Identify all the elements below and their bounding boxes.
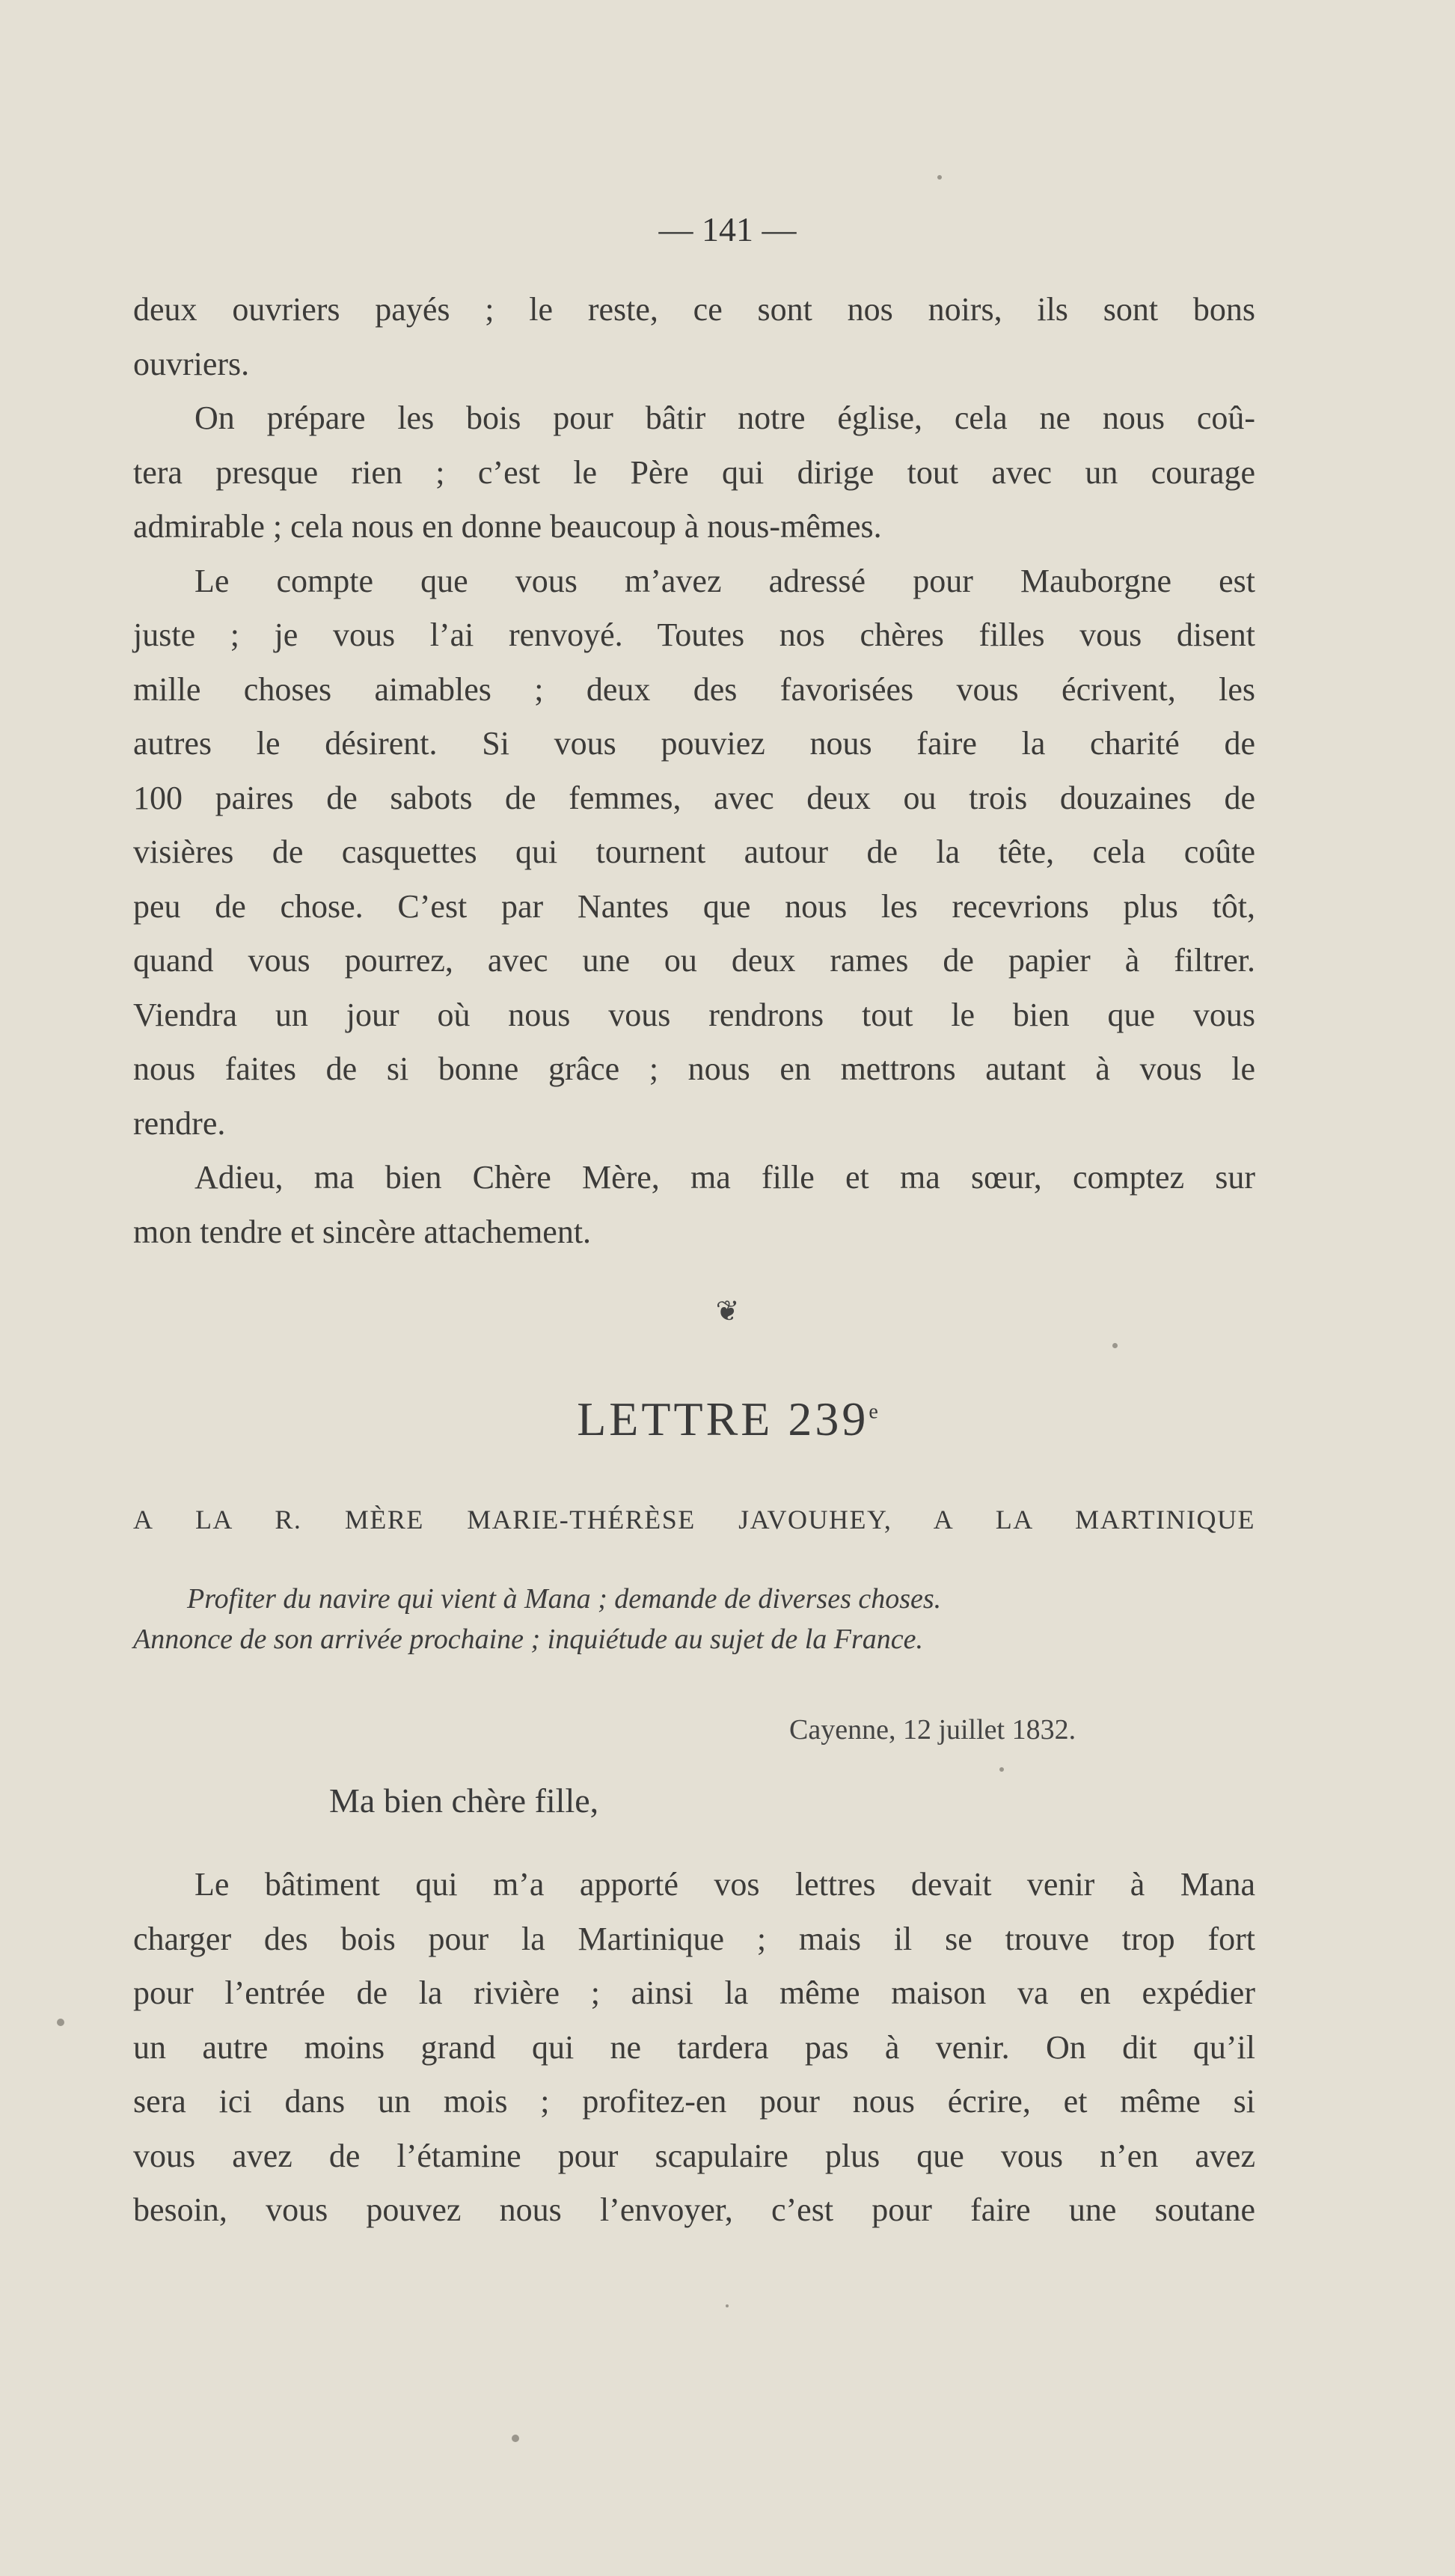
letter-recipient: A LA R. MÈRE MARIE-THÉRÈSE JAVOUHEY, A LA MARTINIQUE [133, 1505, 1255, 1535]
text-line: mon tendre et sincère attachement. [133, 1213, 592, 1250]
scan-speck [57, 2019, 64, 2026]
text-line: juste ; je vous l’ai renvoyé. Toutes nos chères filles vous disent [133, 617, 1255, 653]
letter-title-text: LETTRE 239 [577, 1392, 869, 1445]
text-line: Adieu, ma bien Chère Mère, ma fille et ma sœur, comptez sur [194, 1159, 1255, 1196]
text-line: mille choses aimables ; deux des favorisées vous écrivent, les [133, 670, 1255, 708]
text-line: autres le désirent. Si vous pouviez nous faire la charité de [133, 725, 1255, 762]
text-line: 100 paires de sabots de femmes, avec deux ou trois douzaines de [133, 779, 1255, 816]
text-line: deux ouvriers payés ; le reste, ce sont nos noirs, ils sont bons [133, 291, 1255, 328]
text-line: besoin, vous pouvez nous l’envoyer, c’est pour faire une soutane [133, 2191, 1255, 2228]
scan-speck [937, 175, 942, 180]
text-line: ouvriers. [133, 345, 250, 382]
text-line: admirable ; cela nous en donne beaucoup à nous-mêmes. [133, 508, 882, 545]
letter-place-date: Cayenne, 12 juillet 1832. [789, 1714, 1076, 1746]
text-line: sera ici dans un mois ; profitez-en pour nous écrire, et même si [133, 2083, 1255, 2120]
previous-letter-text [133, 283, 1255, 1259]
text-line: Le bâtiment qui m’a apporté vos lettres devait venir à Mana [194, 1866, 1255, 1903]
text-line: vous avez de l’étamine pour scapulaire plus que vous n’en avez [133, 2137, 1255, 2174]
text-line: rendre. [133, 1104, 226, 1142]
letter-title [0, 1392, 1455, 1447]
text-line: Viendra un jour où nous vous rendrons tout le bien que vous [133, 996, 1255, 1033]
summary-line: Profiter du navire qui vient à Mana ; demande de diverses choses. [187, 1583, 942, 1615]
scan-speck [999, 1767, 1004, 1772]
scan-speck [726, 2304, 729, 2307]
scan-speck [512, 2435, 519, 2442]
letter-body [133, 1858, 1255, 2238]
fleuron-ornament-icon: ❦ [715, 1294, 740, 1327]
letter-title-suffix: e [869, 1400, 878, 1424]
text-line: quand vous pourrez, avec une ou deux rames de papier à filtrer. [133, 942, 1255, 979]
text-line: peu de chose. C’est par Nantes que nous les recevrions plus tôt, [133, 887, 1255, 925]
text-line: visières de casquettes qui tournent autour de la tête, cela coûte [133, 833, 1255, 870]
page-number: — 141 — [658, 210, 797, 248]
text-line: nous faites de si bonne grâce ; nous en mettrons autant à vous le [133, 1050, 1255, 1087]
scan-speck [1112, 1343, 1118, 1348]
summary-line: Annonce de son arrivée prochaine ; inquiétude au sujet de la France. [133, 1624, 923, 1655]
letter-salutation: Ma bien chère fille, [329, 1781, 599, 1820]
text-line: tera presque rien ; c’est le Père qui dirige tout avec un courage [133, 453, 1255, 491]
text-line: On prépare les bois pour bâtir notre église, cela ne nous coû- [194, 400, 1255, 436]
text-line: un autre moins grand qui ne tardera pas à venir. On dit qu’il [133, 2028, 1255, 2066]
letter-summary [133, 1579, 1255, 1659]
text-line: charger des bois pour la Martinique ; mais il se trouve trop fort [133, 1920, 1255, 1957]
text-line: pour l’entrée de la rivière ; ainsi la même maison va en expédier [133, 1974, 1255, 2011]
text-line: Le compte que vous m’avez adressé pour Mauborgne est [194, 562, 1255, 599]
